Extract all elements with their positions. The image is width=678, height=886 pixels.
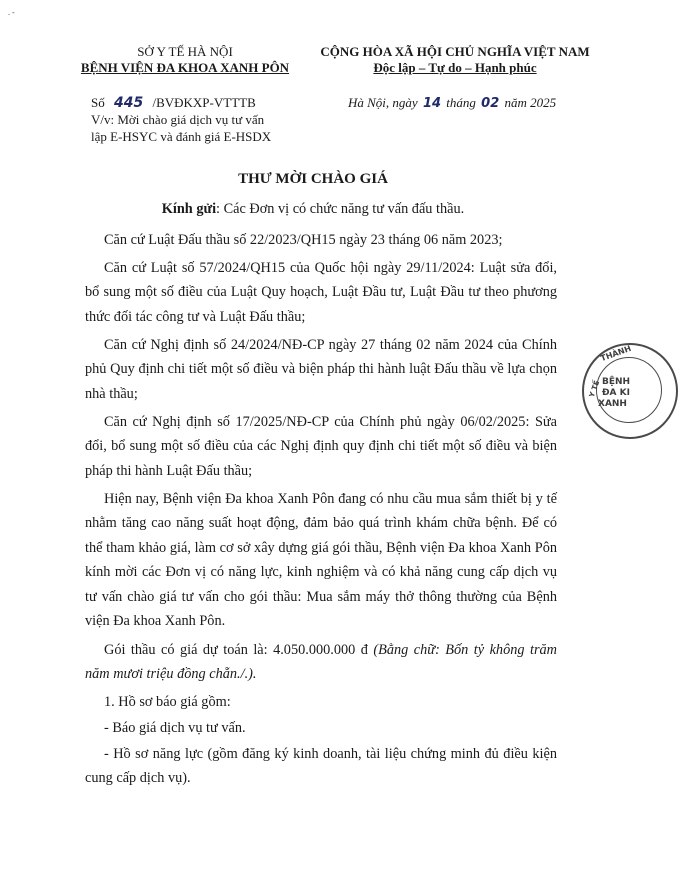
number-prefix: Số	[91, 95, 105, 110]
document-number	[91, 95, 311, 111]
seal-arc-text: THÀNH	[599, 343, 633, 364]
recipient-label: Kính gửi	[161, 201, 217, 217]
list-item-2: - Hồ sơ năng lực (gồm đăng ký kinh doanh, tài liệu chứng minh đủ điều kiện cung cấp dịch vụ).	[85, 746, 557, 787]
letter-title: THƯ MỜI CHÀO GIÁ	[238, 171, 388, 187]
paragraph-6	[85, 638, 557, 687]
date-month: 02	[481, 96, 500, 111]
paragraph-5: Hiện nay, Bệnh viện Đa khoa Xanh Pôn đang có nhu cầu mua sắm thiết bị y tế nhằm tăng cao năng suất hoạt động, đảm bảo quá trình khám chữa bệnh. Để có thể tham khảo giá, làm cơ sở xây dựng giá gói thầu, Bệnh viện Đa khoa Xanh Pôn kính mời các Đơn vị có năng lực, kinh nghiệm và có khả năng cung cấp dịch vụ tư vấn chào giá tư vấn cho gói thầu: Mua sắm máy thở thông thường của Bệnh viện Đa khoa Xanh Pôn.	[85, 491, 557, 630]
estimate-in-words: (Bằng chữ: Bốn tỷ không trăm năm mươi triệu đồng chẵn./.).	[85, 642, 557, 683]
seal-line-3: XANH	[598, 399, 627, 409]
date-mid: tháng	[446, 95, 476, 110]
official-seal	[582, 343, 678, 439]
corner-marks: . -	[8, 8, 15, 17]
paragraph-1: Căn cứ Luật Đấu thầu số 22/2023/QH15 ngày 23 tháng 06 năm 2023;	[104, 232, 503, 248]
subject-line-1: V/v: Mời chào giá dịch vụ tư vấn	[91, 112, 265, 127]
list-heading: 1. Hồ sơ báo giá gồm:	[104, 694, 231, 710]
number-suffix: /BVĐKXP-VTTTB	[152, 95, 256, 110]
recipient-text: : Các Đơn vị có chức năng tư vấn đấu thầu.	[216, 201, 465, 217]
seal-side-text: Y TẾ	[587, 379, 602, 399]
number-handwritten: 445	[113, 95, 144, 111]
recipient-line	[0, 201, 626, 218]
document-date	[348, 95, 556, 111]
ministry-name: SỞ Y TẾ HÀ NỘI	[137, 44, 233, 59]
list-item-1: - Báo giá dịch vụ tư vấn.	[104, 720, 246, 736]
date-day: 14	[422, 96, 442, 111]
nation-title: CỘNG HÒA XÃ HỘI CHỦ NGHĨA VIỆT NAM	[320, 44, 590, 59]
paragraph-4: Căn cứ Nghị định số 17/2025/NĐ-CP của Chính phủ ngày 06/02/2025: Sửa đổi, bổ sung một số điều của các Nghị định quy định chi tiết một số điều và biện pháp thi hành Luật Đấu thầu;	[85, 414, 557, 479]
seal-line-1: BỆNH	[602, 377, 631, 387]
paragraph-2: Căn cứ Luật số 57/2024/QH15 của Quốc hội ngày 29/11/2024: Luật sửa đổi, bổ sung một số điều của Luật Quy hoạch, Luật Đầu tư, Luật Đầu tư theo phương thức đối tác công tư và Luật Đấu thầu;	[85, 260, 557, 325]
estimate-value: Gói thầu có giá dự toán là: 4.050.000.000 đ	[104, 642, 374, 658]
hospital-name: BỆNH VIỆN ĐA KHOA XANH PÔN	[80, 60, 290, 75]
subject-line-2: lập E-HSYC và đánh giá E-HSDX	[91, 129, 272, 144]
paragraph-3: Căn cứ Nghị định số 24/2024/NĐ-CP ngày 27 tháng 02 năm 2024 của Chính phủ Quy định chi tiết một số điều và biện pháp thi hành luật Đấu thầu về lựa chọn nhà thầu;	[85, 337, 557, 402]
date-prefix: Hà Nội, ngày	[348, 95, 418, 110]
date-suffix: năm 2025	[504, 95, 557, 110]
seal-line-2: ĐA KI	[602, 388, 630, 398]
motto: Độc lập – Tự do – Hạnh phúc	[373, 60, 537, 75]
